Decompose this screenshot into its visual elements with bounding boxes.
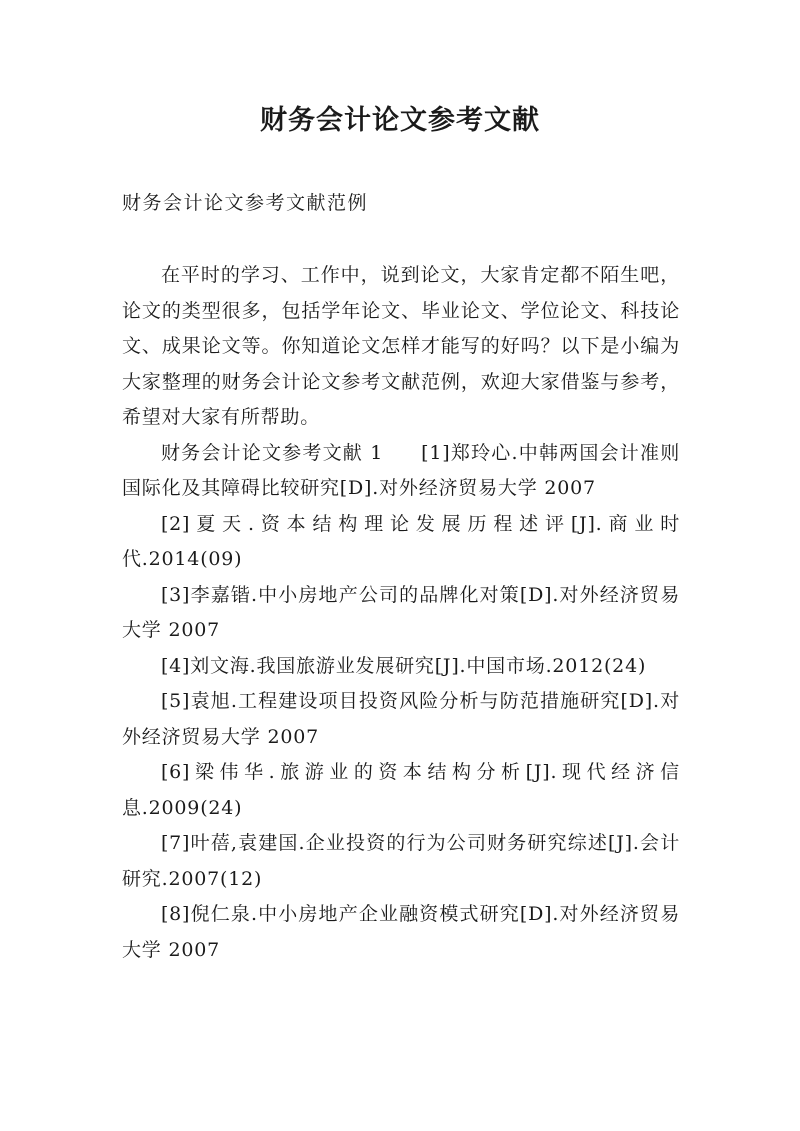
reference-item: [6]梁伟华.旅游业的资本结构分析[J].现代经济信息.2009(24) bbox=[122, 761, 680, 819]
reference-item: [7]叶蓓,袁建国.企业投资的行为公司财务研究综述[J].会计研究.2007(12) bbox=[122, 832, 680, 890]
document-body bbox=[122, 258, 680, 968]
reference-item: [3]李嘉锴.中小房地产公司的品牌化对策[D].对外经济贸易大学 2007 bbox=[122, 583, 680, 641]
intro-paragraph: 在平时的学习、工作中，说到论文，大家肯定都不陌生吧，论文的类型很多，包括学年论文、毕业论文、学位论文、科技论文、成果论文等。你知道论文怎样才能写的好吗？以下是小编为大家整理的财务会计论文参考文献范例，欢迎大家借鉴与参考，希望对大家有所帮助。 bbox=[122, 264, 680, 428]
page-subtitle: 财务会计论文参考文献范例 bbox=[122, 192, 369, 214]
reference-text: [1]郑玲心.中韩两国会计准则国际化及其障碍比较研究[D].对外经济贸易大学 2007 bbox=[122, 441, 680, 499]
reference-item bbox=[122, 436, 680, 507]
section-label: 财务会计论文参考文献 1 bbox=[160, 441, 384, 464]
reference-item: [5]袁旭.工程建设项目投资风险分析与防范措施研究[D].对外经济贸易大学 2007 bbox=[122, 690, 680, 748]
reference-item: [8]倪仁泉.中小房地产企业融资模式研究[D].对外经济贸易大学 2007 bbox=[122, 903, 680, 961]
reference-item: [4]刘文海.我国旅游业发展研究[J].中国市场.2012(24) bbox=[160, 654, 647, 677]
reference-item: [2]夏天.资本结构理论发展历程述评[J].商业时代.2014(09) bbox=[122, 512, 680, 570]
page-title: 财务会计论文参考文献 bbox=[260, 105, 540, 136]
